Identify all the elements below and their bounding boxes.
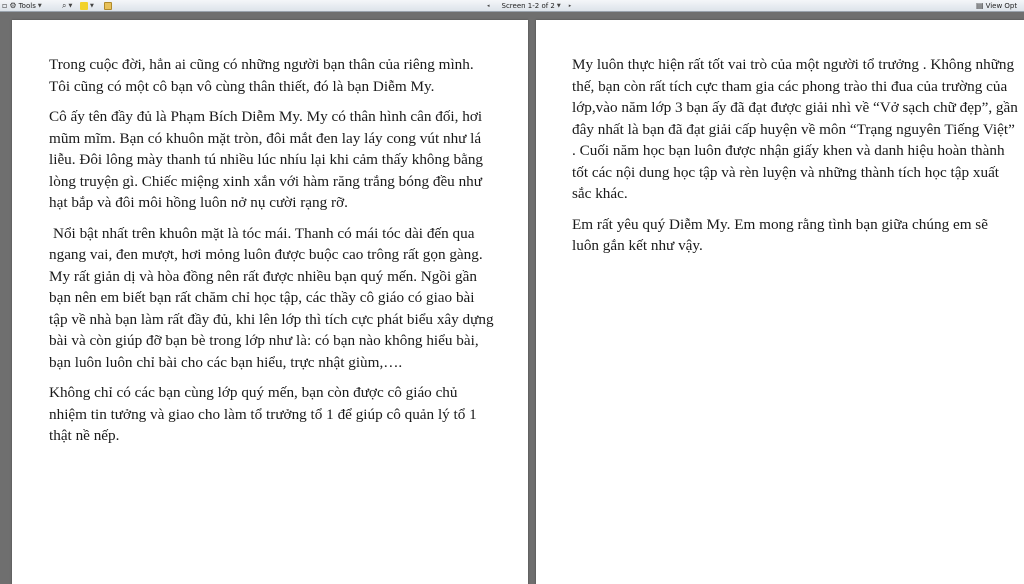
view-options-icon: ▤ [976, 0, 984, 10]
folder-icon [104, 2, 112, 10]
paragraph: Em rất yêu quý Diễm My. Em mong rằng tình bạn giữa chúng em sẽ luôn gắn kết như vậy. [572, 215, 988, 254]
highlight-button[interactable] [80, 0, 94, 11]
screen-navigator[interactable] [487, 0, 571, 11]
paragraph: Không chỉ có các bạn cùng lớp quý mến, bạn còn được cô giáo chủ nhiệm tin tưởng và giao cho làm tổ trưởng tổ 1 để giúp cô quản lý tổ 1 thật nề nếp. [49, 384, 477, 444]
folder-button[interactable] [104, 0, 112, 11]
paragraph: Trong cuộc đời, hẳn ai cũng có những người bạn thân của riêng mình. Tôi cũng có một cô bạn vô cùng thân thiết, đó là bạn Diễm My. [49, 56, 474, 95]
page-2[interactable] [536, 20, 1024, 584]
page-1-content [49, 54, 495, 456]
research-icon: ⌕ [62, 0, 67, 10]
chevron-down-icon: ▼ [37, 2, 42, 9]
page-1[interactable] [12, 20, 528, 584]
chevron-down-icon: ▼ [68, 2, 73, 9]
tools-icon: ⚙ [9, 0, 17, 10]
next-screen-icon[interactable]: ▸ [568, 2, 572, 9]
page-2-content [572, 54, 1018, 266]
paragraph: Nổi bật nhất trên khuôn mặt là tóc mái. Thanh có mái tóc dài đến qua ngang vai, đen mượt, hơi mỏng luôn được buộc cao trông rất gọn gàng. My rất giản dị và hòa đồng nên rất được nhiều bạn quý mến. Ngồi gần bạn nên em biết bạn rất chăm chỉ học tập, các thầy cô giáo có giao bài tập về nhà bạn làm rất đầy đủ, khi lên lớp thì tích cực phát biểu xây dựng bài và còn giúp đỡ bạn bè trong lớp như là: có bạn nào không hiểu bài, bạn luôn luôn chỉ bài cho các bạn hiểu, trực nhật giùm,…. [49, 224, 494, 371]
paragraph: My luôn thực hiện rất tốt vai trò của một người tổ trưởng . Không những thế, bạn còn rất tích cực tham gia các phong trào thi đua của trường của lớp,vào năm lớp 3 bạn ấy đã đạt được giải nhì về “Vở sạch chữ đẹp”, gần đây nhất là bạn đã đạt giải cấp huyện về môn “Trạng nguyên Tiếng Việt” . Cuối năm học bạn luôn được nhận giấy khen và danh hiệu hoàn thành tốt các nội dung học tập và rèn luyện và những thành tích học tập xuất sắc khác. [572, 56, 1018, 202]
reading-pane[interactable] [0, 12, 1024, 584]
document-icon: ▫ [2, 0, 8, 10]
paragraph: Cô ấy tên đầy đủ là Phạm Bích Diễm My. My có thân hình cân đối, hơi mũm mĩm. Bạn có khuôn mặt tròn, đôi mắt đen lay láy cong vút như lá liễu. Đôi lông mày thanh tú nhiều lúc nhíu lại khi cảm thấy không bằng lòng truyện gì. Chiếc miệng xinh xắn với hàm răng trắng bóng đều như hạt bắp và đôi môi hồng luôn nở nụ cười rạng rỡ. [49, 108, 484, 211]
highlight-icon [80, 2, 88, 10]
view-options-menu[interactable] [976, 0, 1017, 11]
screen-indicator: Screen 1-2 of 2 [501, 1, 555, 10]
chevron-down-icon: ▼ [90, 2, 94, 9]
previous-screen-icon[interactable]: ◂ [487, 2, 490, 9]
reading-toolbar [0, 0, 1024, 12]
view-options-label: View Opt [985, 1, 1018, 10]
tools-label: Tools [18, 1, 36, 10]
tools-menu[interactable] [2, 0, 42, 11]
research-button[interactable] [62, 0, 72, 11]
chevron-down-icon: ▼ [556, 2, 561, 9]
